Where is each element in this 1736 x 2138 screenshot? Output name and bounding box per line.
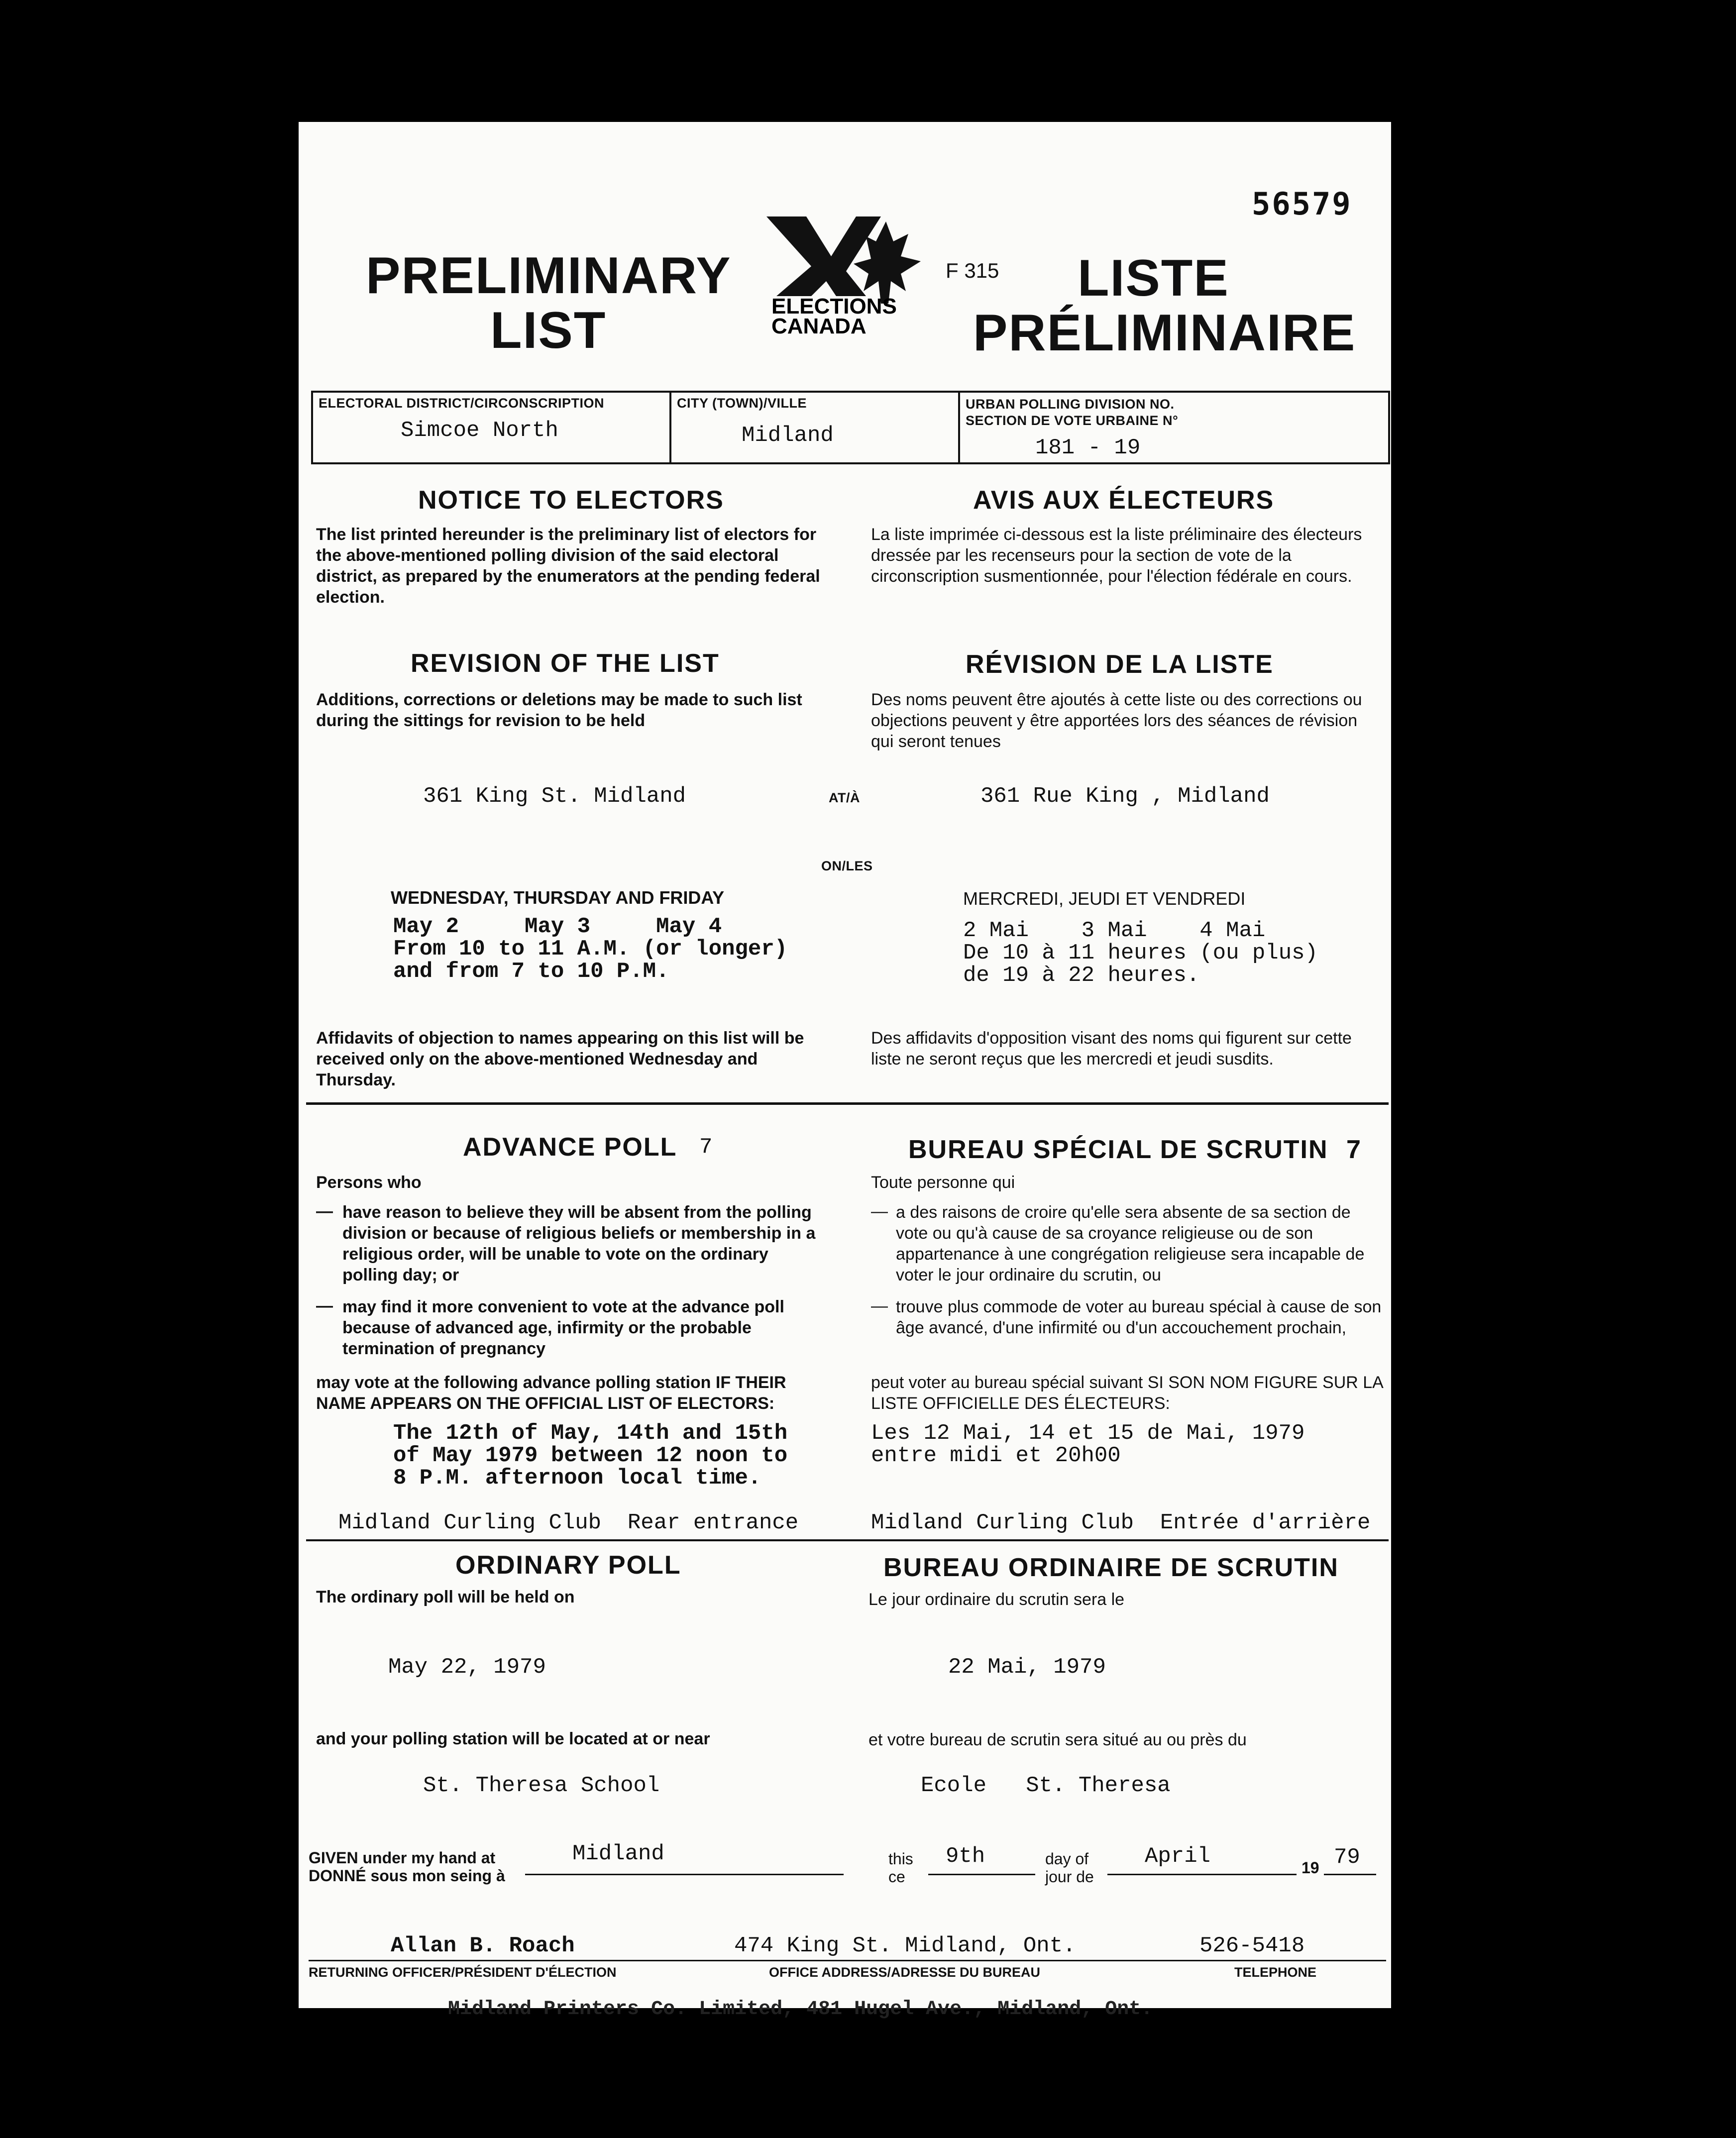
advance-dates-fr-1: Les 12 Mai, 14 et 15 de Mai, 1979: [871, 1421, 1305, 1446]
advance-dates-en-3: 8 P.M. afternoon local time.: [393, 1466, 761, 1491]
signature-underline: [309, 1960, 1386, 1961]
given-fr: DONNÉ sous mon seing à: [309, 1867, 505, 1885]
bullet1-en: have reason to believe they will be absent from the polling division or because of religious beliefs or membership in a religious order, will be unable to vote on the ordinary polling day; or: [342, 1203, 816, 1284]
bullet-dash: —: [316, 1202, 333, 1221]
title-fr-line2: PRÉLIMINAIRE: [973, 304, 1356, 362]
revision-days-fr: MERCREDI, JEUDI ET VENDREDI: [963, 888, 1246, 909]
year-prefix: 19: [1302, 1859, 1319, 1877]
revision-times-fr-2: de 19 à 22 heures.: [963, 963, 1200, 988]
notice-text-en: The list printed hereunder is the preliminary list of electors for the above-mentioned polling division of the said electoral district, as prepared by the enumerators at the pending federal election.: [316, 525, 820, 607]
revision-times-fr-1: De 10 à 11 heures (ou plus): [963, 941, 1318, 965]
advance-title-en: ADVANCE POLL: [463, 1133, 677, 1162]
revision-address-en: 361 King St. Midland: [423, 784, 686, 809]
this-fr: ce: [888, 1868, 905, 1886]
revision-times-en-1: From 10 to 11 A.M. (or longer): [393, 937, 788, 962]
city-value: Midland: [742, 423, 834, 448]
revision-days-en: WEDNESDAY, THURSDAY AND FRIDAY: [391, 887, 725, 908]
box-divider: [958, 391, 960, 464]
may-vote-fr: peut voter au bureau spécial suivant SI SON NOM FIGURE SUR LA LISTE OFFICIELLE DES ÉLECTEURS:: [871, 1373, 1383, 1413]
revision-times-en-2: and from 7 to 10 P.M.: [393, 959, 669, 984]
division-label-fr: SECTION DE VOTE URBAINE N°: [966, 413, 1179, 428]
revision-dates-fr: 2 Mai 3 Mai 4 Mai: [963, 918, 1266, 943]
bullet-dash: —: [871, 1296, 888, 1315]
printer-credit: Midland Printers Co. Limited, 481 Hugel Ave., Midland, Ont.: [448, 1998, 1153, 2021]
bullet-dash: —: [871, 1202, 888, 1221]
section-divider: [306, 1102, 1389, 1105]
revision-address-fr: 361 Rue King , Midland: [980, 784, 1270, 809]
notice-text-fr: La liste imprimée ci-dessous est la liste préliminaire des électeurs dressée par les recenseurs pour la section de vote de la circonscription susmentionnée, pour l'élection fédérale en cours.: [871, 525, 1362, 586]
logo-text-elections: ELECTIONS: [771, 294, 897, 319]
division-label-en: URBAN POLLING DIVISION NO.: [966, 397, 1175, 412]
revision-text-en: Additions, corrections or deletions may be made to such list during the sittings for revision to be held: [316, 690, 802, 730]
ordinary-title-fr: BUREAU ORDINAIRE DE SCRUTIN: [883, 1553, 1339, 1582]
at-label: AT/À: [829, 790, 860, 805]
polling-place-fr: Ecole St. Theresa: [921, 1773, 1171, 1798]
advance-dates-en-2: of May 1979 between 12 noon to: [393, 1443, 788, 1468]
advance-dates-fr-2: entre midi et 20h00: [871, 1443, 1121, 1468]
given-place: Midland: [572, 1841, 664, 1866]
bullet1-fr: a des raisons de croire qu'elle sera absente de sa section de vote ou qu'à cause de sa croyance religieuse ou de son appartenance à une congrégation religieuse sera incapable de voter le jour ordinaire du scrutin, ou: [896, 1203, 1365, 1284]
telephone-label: TELEPHONE: [1234, 1965, 1317, 1980]
elections-canada-logo: [766, 212, 926, 341]
district-label: ELECTORAL DISTRICT/CIRCONSCRIPTION: [319, 396, 605, 411]
section-divider: [306, 1539, 1389, 1541]
serial-number: 56579: [1252, 186, 1352, 222]
place-underline: [525, 1874, 844, 1875]
form-code: F 315: [946, 259, 999, 282]
given-day: 9th: [946, 1844, 985, 1869]
held-fr: Le jour ordinaire du scrutin sera le: [868, 1590, 1125, 1609]
ordinary-title-en: ORDINARY POLL: [455, 1551, 681, 1580]
ordinary-date-fr: 22 Mai, 1979: [948, 1655, 1106, 1680]
advance-number-en: 7: [699, 1135, 713, 1160]
office-label: OFFICE ADDRESS/ADRESSE DU BUREAU: [769, 1965, 1041, 1980]
office-address: 474 King St. Midland, Ont.: [734, 1933, 1076, 1958]
bullet2-en: may find it more convenient to vote at the advance poll because of advanced age, infirmity or the probable termination of pregnancy: [342, 1297, 784, 1358]
given-month: April: [1145, 1844, 1211, 1869]
bullet2-fr: trouve plus commode de voter au bureau spécial à cause de son âge avancé, d'une infirmité ou d'un accouchement prochain,: [896, 1297, 1382, 1337]
given-en: GIVEN under my hand at: [309, 1849, 496, 1867]
persons-en: Persons who: [316, 1173, 422, 1192]
title-fr-line1: LISTE: [1078, 249, 1229, 307]
ordinary-date-en: May 22, 1979: [388, 1655, 546, 1680]
year-underline: [1324, 1874, 1376, 1875]
revision-text-fr: Des noms peuvent être ajoutés à cette liste ou des corrections ou objections peuvent y être apportées lors des séances de révision qui seront tenues: [871, 690, 1362, 751]
revision-title-en: REVISION OF THE LIST: [411, 649, 720, 678]
form-sheet: [299, 122, 1391, 2008]
day-of-en: day of: [1045, 1850, 1089, 1868]
revision-dates-en: May 2 May 3 May 4: [393, 914, 722, 939]
advance-location-fr: Midland Curling Club Entrée d'arrière: [871, 1510, 1371, 1535]
station-en: and your polling station will be located at or near: [316, 1729, 710, 1748]
month-underline: [1107, 1874, 1297, 1875]
logo-text-canada: CANADA: [771, 314, 867, 338]
district-value: Simcoe North: [401, 418, 558, 443]
held-en: The ordinary poll will be held on: [316, 1588, 575, 1606]
affidavit-fr: Des affidavits d'opposition visant des noms qui figurent sur cette liste ne seront reçus que les mercredi et jeudi susdits.: [871, 1029, 1352, 1069]
officer-label: RETURNING OFFICER/PRÉSIDENT D'ÉLECTION: [309, 1965, 617, 1980]
persons-fr: Toute personne qui: [871, 1173, 1015, 1192]
may-vote-en: may vote at the following advance polling station IF THEIR NAME APPEARS ON THE OFFICIAL LIST OF ELECTORS:: [316, 1373, 786, 1413]
division-value: 181 - 19: [1035, 435, 1141, 460]
given-year: 79: [1334, 1845, 1360, 1870]
telephone-number: 526-5418: [1199, 1933, 1305, 1958]
box-divider: [669, 391, 671, 464]
station-fr: et votre bureau de scrutin sera situé au ou près du: [868, 1730, 1247, 1749]
revision-title-fr: RÉVISION DE LA LISTE: [966, 650, 1274, 679]
city-label: CITY (TOWN)/VILLE: [677, 396, 807, 411]
title-en-line1: PRELIMINARY: [366, 247, 732, 305]
bullet-dash: —: [316, 1296, 333, 1315]
affidavit-en: Affidavits of objection to names appearing on this list will be received only on the above-mentioned Wednesday and Thursday.: [316, 1029, 804, 1089]
advance-location-en: Midland Curling Club Rear entrance: [338, 1510, 799, 1535]
advance-number-fr: 7: [1346, 1135, 1362, 1164]
title-en-line2: LIST: [490, 302, 607, 359]
polling-place-en: St. Theresa School: [423, 1773, 660, 1798]
maple-leaf-x-icon: [766, 212, 926, 341]
notice-title-en: NOTICE TO ELECTORS: [418, 486, 724, 515]
advance-dates-en-1: The 12th of May, 14th and 15th: [393, 1421, 788, 1446]
advance-title-fr: BUREAU SPÉCIAL DE SCRUTIN: [908, 1135, 1328, 1164]
notice-title-fr: AVIS AUX ÉLECTEURS: [973, 486, 1275, 515]
day-of-fr: jour de: [1045, 1868, 1094, 1886]
officer-name: Allan B. Roach: [391, 1933, 575, 1958]
day-underline: [928, 1874, 1035, 1875]
on-label: ON/LES: [821, 858, 873, 873]
this-en: this: [888, 1850, 913, 1868]
